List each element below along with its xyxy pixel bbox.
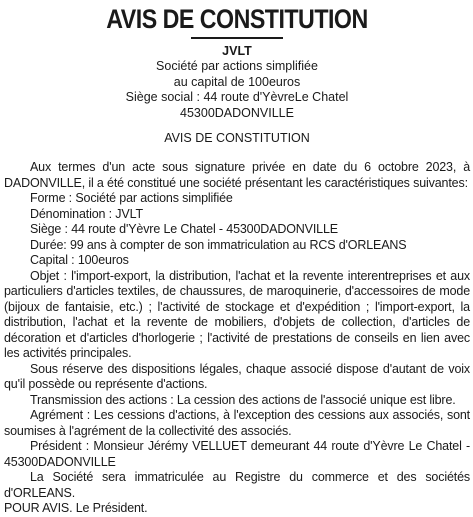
paragraph-capital: Capital : 100euros (30, 253, 129, 267)
paragraph-form: Forme : Société par actions simplifiée (30, 191, 233, 205)
paragraph-president: Président : Monsieur Jérémy VELLUET demeurant 44 route d'Yèvre Le Chatel - 45300DADONVILLE (4, 439, 470, 469)
paragraph-voting: Sous réserve des dispositions légales, chaque associé dispose d'autant de voix qu'il possède ou représente d'actions. (4, 361, 470, 391)
company-header (4, 44, 470, 122)
paragraph-signature: POUR AVIS. Le Président. (4, 501, 148, 515)
paragraph-approval: Agrément : Les cessions d'actions, à l'exception des cessions aux associés, sont soumises à l'agrément de la collectivité des associés. (4, 408, 470, 438)
paragraph-intro: Aux termes d'un acte sous signature privée en date du 6 octobre 2023, à DADONVILLE, il a été constitué une société présentant les caractéristiques suivantes: (4, 160, 470, 190)
paragraph-duration: Durée: 99 ans à compter de son immatriculation au RCS d'ORLEANS (30, 237, 407, 252)
company-name: JVLT (222, 43, 252, 58)
paragraph-denomination: Dénomination : JVLT (30, 206, 143, 221)
company-city: 45300DADONVILLE (180, 105, 294, 120)
paragraph-registration: La Société sera immatriculée au Registre du commerce et des sociétés d'ORLEANS. (4, 470, 470, 500)
headline-divider (191, 37, 283, 39)
paragraph-transfer: Transmission des actions : La cession des actions de l'associé unique est libre. (30, 392, 456, 407)
company-form: Société par actions simplifiée (156, 59, 318, 73)
notice-body (4, 160, 470, 517)
notice-headline: AVIS DE CONSTITUTION (106, 4, 368, 34)
company-capital: au capital de 100euros (173, 74, 301, 89)
paragraph-seat: Siège : 44 route d'Yèvre Le Chatel - 45300DADONVILLE (30, 222, 338, 236)
notice-subtitle: AVIS DE CONSTITUTION (164, 131, 310, 145)
company-seat: Siège social : 44 route d'YèvreLe Chatel (125, 90, 349, 104)
paragraph-purpose: Objet : l'import-export, la distribution, l'achat et la revente interentreprises et aux particuliers d'articles textiles, de chaussures, de maroquinerie, d'accessoires de mode (bijoux de fantaisie, etc.) ; l'activité de stockage et d'expédition ; l'import-export, la distribution, l'achat et la revente de mobiliers, d'objets de collection, d'articles de décoration et d'articles d'horlogerie ; l'activité de prestations de conseils en lien avec les activités principales. (4, 268, 470, 360)
